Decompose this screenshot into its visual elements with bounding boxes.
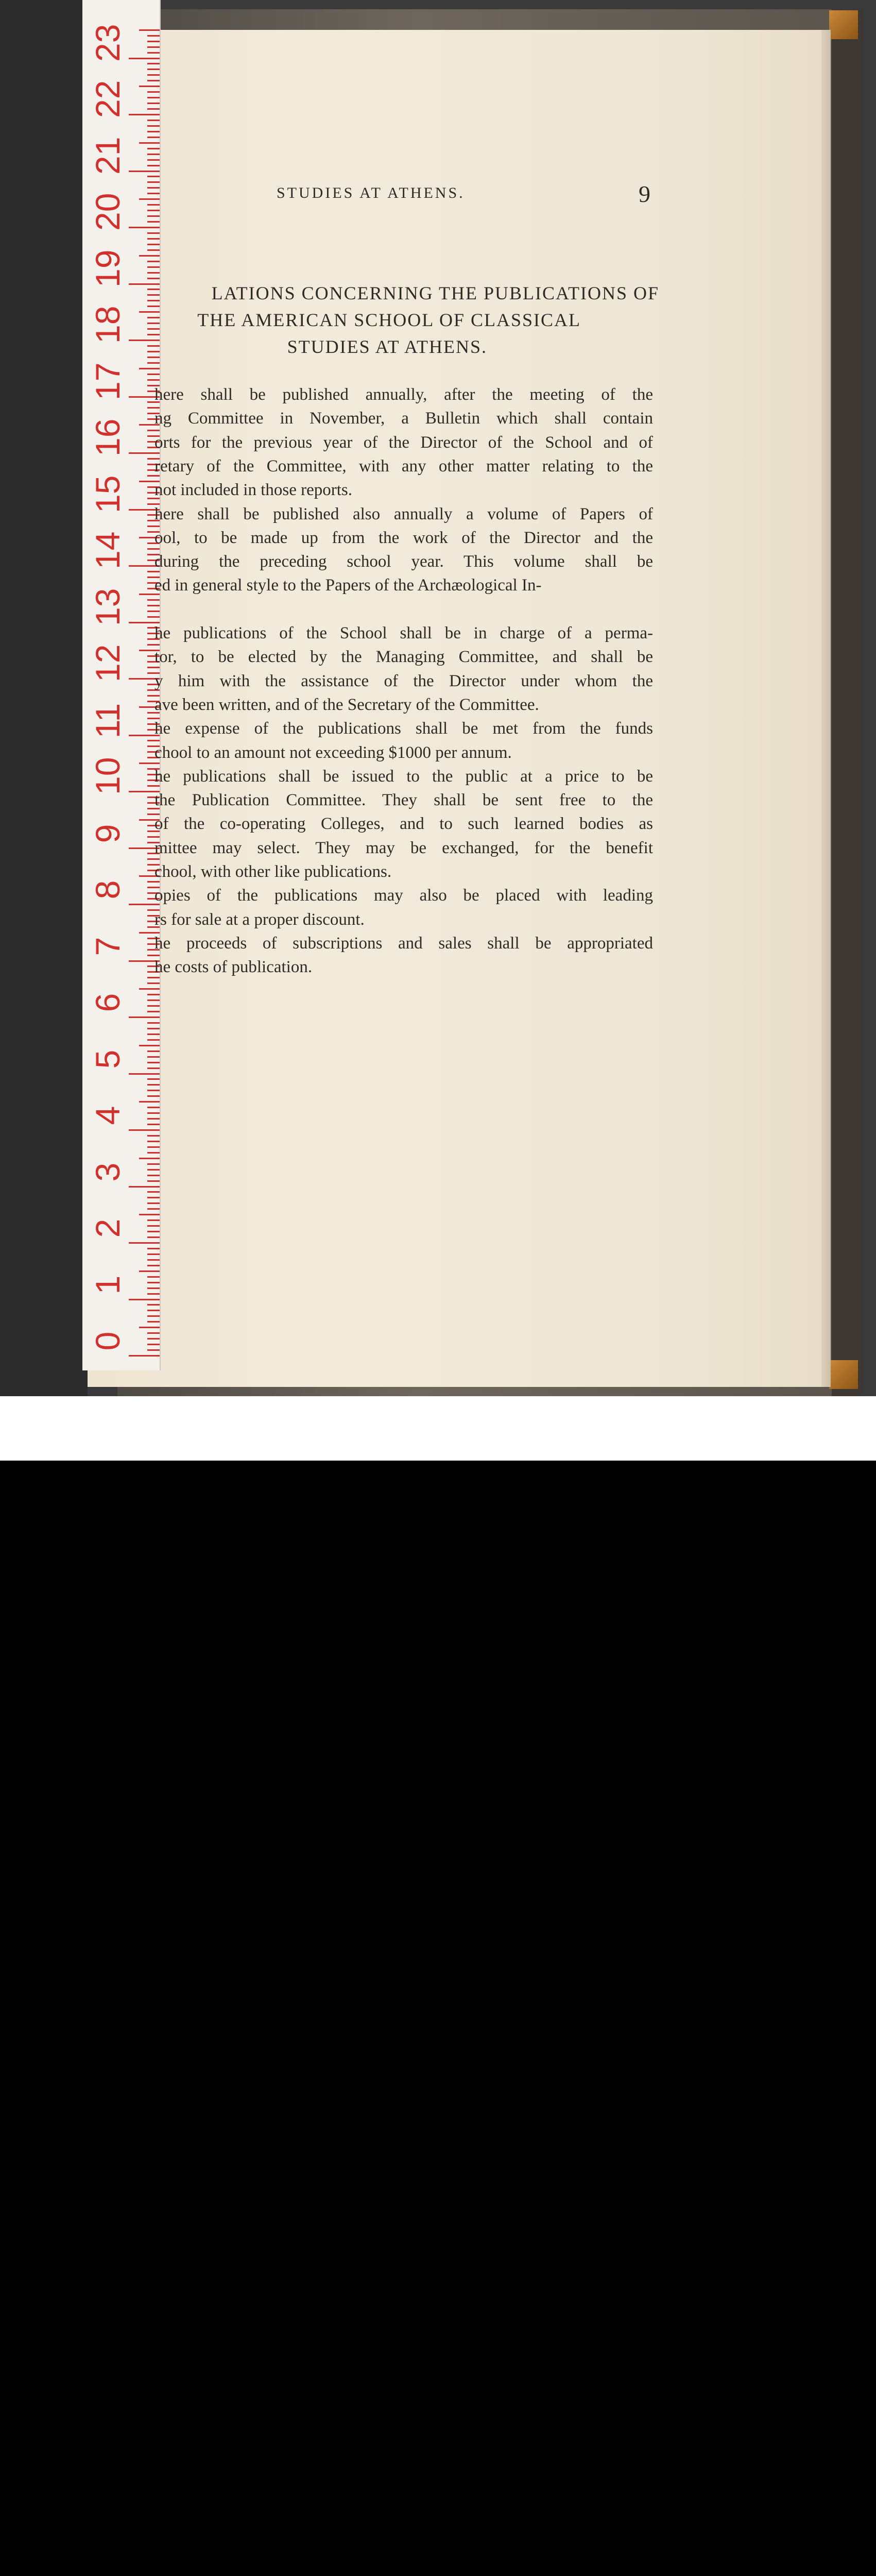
ruler-number: 16 bbox=[89, 418, 127, 456]
ruler-tick bbox=[147, 1304, 160, 1306]
ruler-tick bbox=[147, 334, 160, 335]
ruler-tick bbox=[147, 272, 160, 274]
ruler-tick bbox=[139, 142, 160, 144]
ruler-tick bbox=[147, 1152, 160, 1154]
ruler-tick bbox=[147, 204, 160, 206]
ruler-tick bbox=[147, 1090, 160, 1091]
ruler-tick bbox=[139, 368, 160, 369]
ruler-number: 17 bbox=[89, 362, 127, 400]
ruler-number: 3 bbox=[89, 1162, 127, 1181]
ruler-tick bbox=[147, 1315, 160, 1317]
ruler-tick bbox=[147, 120, 160, 121]
ruler-tick bbox=[147, 80, 160, 81]
ruler-tick bbox=[147, 407, 160, 409]
ruler-tick bbox=[147, 1011, 160, 1012]
ruler-tick bbox=[147, 977, 160, 978]
ruler-tick bbox=[147, 165, 160, 166]
title-line-2: THE AMERICAN SCHOOL OF CLASSICAL bbox=[197, 310, 581, 330]
body-line: ool, to be made up from the work of the Director and the bbox=[154, 528, 653, 547]
ruler-number: 22 bbox=[89, 80, 127, 118]
ruler-number: 9 bbox=[89, 824, 127, 843]
book-cover-edge bbox=[832, 9, 863, 1396]
ruler-tick bbox=[147, 63, 160, 64]
ruler-tick bbox=[147, 1022, 160, 1024]
ruler-tick bbox=[147, 374, 160, 375]
ruler-tick bbox=[147, 249, 160, 251]
ruler-tick bbox=[129, 622, 160, 623]
title-line-3: STUDIES AT ATHENS. bbox=[287, 336, 487, 357]
ruler-tick bbox=[129, 1073, 160, 1075]
ruler-tick bbox=[147, 982, 160, 984]
ruler-tick bbox=[147, 131, 160, 132]
ruler-tick bbox=[147, 261, 160, 262]
ruler-tick bbox=[147, 1095, 160, 1097]
ruler-tick bbox=[147, 999, 160, 1001]
ruler-tick bbox=[147, 1062, 160, 1063]
ruler-number: 21 bbox=[89, 137, 127, 175]
ruler-tick bbox=[147, 181, 160, 183]
body-line: of the co-operating Colleges, and to such learned bodies as bbox=[154, 815, 653, 834]
ruler-tick bbox=[147, 1005, 160, 1007]
ruler-tick bbox=[139, 988, 160, 990]
ruler-number: 5 bbox=[89, 1049, 127, 1069]
ruler-number: 19 bbox=[89, 249, 127, 287]
ruler-tick bbox=[147, 69, 160, 70]
ruler-tick bbox=[147, 718, 160, 719]
ruler-tick bbox=[147, 1107, 160, 1108]
ruler-tick bbox=[147, 1236, 160, 1238]
scan-background bbox=[0, 0, 88, 1396]
ruler-tick bbox=[147, 1084, 160, 1086]
ruler-tick bbox=[147, 1310, 160, 1311]
ruler-tick bbox=[147, 41, 160, 42]
ruler-tick bbox=[129, 452, 160, 454]
body-line: mittee may select. They may be exchanged, for the benefit bbox=[154, 838, 653, 857]
body-line: not included in those reports. bbox=[154, 481, 353, 500]
ruler-tick bbox=[147, 1146, 160, 1148]
ruler-tick bbox=[147, 108, 160, 110]
ruler-tick bbox=[147, 210, 160, 211]
ruler-tick bbox=[129, 1355, 160, 1357]
ruler-tick bbox=[129, 1016, 160, 1018]
ruler-tick bbox=[147, 1050, 160, 1052]
ruler-tick bbox=[147, 1276, 160, 1278]
ruler-tick bbox=[147, 52, 160, 54]
ruler-tick bbox=[147, 1259, 160, 1261]
ruler-tick bbox=[147, 955, 160, 956]
ruler-tick bbox=[147, 605, 160, 606]
body-line: the Publication Committee. They shall be sent free to the bbox=[154, 791, 653, 810]
ruler-tick bbox=[147, 1197, 160, 1198]
ruler-tick bbox=[147, 1191, 160, 1193]
ruler-tick bbox=[147, 1039, 160, 1041]
body-line: here shall be published also annually a volume of Papers of bbox=[154, 504, 653, 523]
ruler-number: 4 bbox=[89, 1106, 127, 1125]
ruler-tick bbox=[147, 858, 160, 860]
body-line: ed in general style to the Papers of the Archæological In- bbox=[154, 576, 542, 595]
body-line: he proceeds of subscriptions and sales shall be appropriated bbox=[154, 934, 653, 953]
body-line: ng Committee in November, a Bulletin which shall contain bbox=[154, 409, 653, 428]
ruler-tick bbox=[129, 1299, 160, 1300]
body-line: tor, to be elected by the Managing Committee, and shall be bbox=[154, 648, 653, 667]
ruler-tick bbox=[147, 1293, 160, 1295]
cover-corner-bottom bbox=[829, 1360, 858, 1389]
ruler-tick bbox=[147, 1231, 160, 1232]
ruler-tick bbox=[147, 221, 160, 223]
ruler-tick bbox=[139, 29, 160, 31]
ruler-tick bbox=[147, 148, 160, 149]
ruler-tick bbox=[139, 1158, 160, 1159]
ruler-tick bbox=[139, 255, 160, 257]
ruler-number: 20 bbox=[89, 193, 127, 231]
ruler-tick bbox=[147, 1124, 160, 1125]
ruler-tick bbox=[147, 193, 160, 194]
ruler-tick bbox=[147, 35, 160, 37]
ruler-tick bbox=[129, 227, 160, 228]
ruler-tick bbox=[147, 1169, 160, 1171]
ruler-tick bbox=[147, 1033, 160, 1035]
ruler-number: 6 bbox=[89, 993, 127, 1012]
ruler-tick bbox=[147, 1349, 160, 1351]
ruler-tick bbox=[139, 932, 160, 934]
ruler-tick bbox=[147, 125, 160, 127]
ruler-tick bbox=[147, 306, 160, 307]
ruler-tick bbox=[147, 1202, 160, 1204]
ruler-tick bbox=[147, 1287, 160, 1289]
ruler-tick bbox=[147, 430, 160, 431]
ruler-tick bbox=[147, 187, 160, 189]
ruler-tick bbox=[147, 238, 160, 240]
ruler-number: 2 bbox=[89, 1218, 127, 1238]
body-line: he costs of publication. bbox=[154, 958, 313, 977]
ruler-tick bbox=[147, 159, 160, 161]
ruler-tick bbox=[147, 667, 160, 668]
body-line: orts for the previous year of the Director of the School and of bbox=[154, 433, 653, 452]
ruler-tick bbox=[147, 244, 160, 245]
ruler-tick bbox=[147, 97, 160, 98]
ruler-number: 13 bbox=[89, 588, 127, 626]
ruler-tick bbox=[147, 1163, 160, 1165]
body-line: rs for sale at a proper discount. bbox=[154, 910, 365, 929]
ruler-number: 8 bbox=[89, 880, 127, 900]
body-line: he publications shall be issued to the public at a price to be bbox=[154, 767, 653, 786]
page-number: 9 bbox=[639, 181, 650, 207]
cover-corner-top bbox=[829, 10, 858, 39]
ruler-tick bbox=[147, 616, 160, 618]
ruler-number: 12 bbox=[89, 644, 127, 682]
ruler-tick bbox=[147, 266, 160, 268]
body-line: ave been written, and of the Secretary of the Committee. bbox=[154, 695, 539, 714]
ruler-tick bbox=[147, 836, 160, 838]
ruler-tick bbox=[147, 1248, 160, 1249]
ruler-tick bbox=[147, 137, 160, 138]
ruler-tick bbox=[129, 1129, 160, 1131]
ruler-tick bbox=[129, 114, 160, 115]
ruler-tick bbox=[147, 1219, 160, 1221]
ruler-tick bbox=[147, 1056, 160, 1058]
ruler-tick bbox=[147, 176, 160, 177]
ruler-tick bbox=[147, 1208, 160, 1210]
ruler-tick bbox=[147, 103, 160, 104]
ruler-tick bbox=[129, 171, 160, 172]
ruler-tick bbox=[147, 1321, 160, 1323]
measuring-ruler bbox=[82, 0, 161, 1370]
ruler-tick bbox=[129, 1242, 160, 1244]
ruler-tick bbox=[147, 1141, 160, 1142]
ruler-tick bbox=[147, 1282, 160, 1283]
ruler-tick bbox=[139, 1101, 160, 1103]
ruler-number: 15 bbox=[89, 475, 127, 513]
body-line: chool, with other like publications. bbox=[154, 862, 392, 881]
ruler-tick bbox=[147, 740, 160, 741]
ruler-tick bbox=[139, 1327, 160, 1328]
ruler-tick bbox=[147, 278, 160, 279]
ruler-tick bbox=[147, 611, 160, 612]
ruler-number: 0 bbox=[89, 1331, 127, 1351]
page-edge bbox=[821, 30, 831, 1387]
ruler-tick bbox=[139, 1214, 160, 1215]
body-line: he expense of the publications shall be met from the funds bbox=[154, 719, 653, 738]
ruler-tick bbox=[147, 1078, 160, 1080]
ruler-tick bbox=[147, 362, 160, 364]
ruler-tick bbox=[147, 1118, 160, 1120]
ruler-tick bbox=[147, 154, 160, 155]
ruler-tick bbox=[147, 379, 160, 381]
ruler-tick bbox=[147, 994, 160, 995]
body-line: he publications of the School shall be in charge of a perma- bbox=[154, 624, 653, 642]
ruler-tick bbox=[147, 644, 160, 646]
body-line: during the preceding school year. This volume shall be bbox=[154, 552, 653, 571]
ruler-number: 10 bbox=[89, 757, 127, 795]
ruler-tick bbox=[147, 1180, 160, 1182]
ruler-tick bbox=[147, 1175, 160, 1176]
body-line: opies of the publications may also be placed with leading bbox=[154, 886, 653, 905]
ruler-tick bbox=[139, 762, 160, 764]
body-line: chool to an amount not exceeding $1000 per annum. bbox=[154, 743, 512, 762]
ruler-tick bbox=[147, 1338, 160, 1340]
ruler-tick bbox=[147, 91, 160, 93]
ruler-tick bbox=[139, 1045, 160, 1046]
ruler-tick bbox=[147, 1112, 160, 1114]
ruler-tick bbox=[139, 198, 160, 200]
ruler-tick bbox=[147, 1265, 160, 1266]
ruler-number: 23 bbox=[89, 24, 127, 62]
body-line: y him with the assistance of the Director under whom the bbox=[154, 671, 653, 690]
ruler-tick bbox=[147, 599, 160, 601]
ruler-tick bbox=[147, 1344, 160, 1345]
ruler-tick bbox=[139, 1270, 160, 1272]
ruler-number: 14 bbox=[89, 531, 127, 569]
body-line: here shall be published annually, after the meeting of the bbox=[154, 385, 653, 404]
ruler-tick bbox=[129, 58, 160, 59]
ruler-number: 11 bbox=[89, 703, 127, 738]
ruler-number: 7 bbox=[89, 937, 127, 956]
ruler-number: 1 bbox=[89, 1275, 127, 1294]
ruler-tick bbox=[147, 1225, 160, 1227]
footer-bar bbox=[0, 1396, 876, 1461]
ruler-tick bbox=[147, 232, 160, 234]
ruler-tick bbox=[147, 548, 160, 550]
running-head: STUDIES AT ATHENS. bbox=[277, 184, 465, 201]
ruler-number: 18 bbox=[89, 306, 127, 344]
ruler-tick bbox=[147, 1135, 160, 1137]
ruler-tick bbox=[147, 1253, 160, 1255]
ruler-tick bbox=[147, 526, 160, 527]
ruler-tick bbox=[147, 46, 160, 48]
ruler-tick bbox=[147, 1332, 160, 1334]
body-line: retary of the Committee, with any other matter relating to the bbox=[154, 456, 653, 476]
ruler-tick bbox=[147, 74, 160, 76]
ruler-tick bbox=[139, 86, 160, 87]
ruler-tick bbox=[147, 1028, 160, 1029]
title-line-1: LATIONS CONCERNING THE PUBLICATIONS OF bbox=[211, 283, 659, 303]
ruler-tick bbox=[129, 1186, 160, 1188]
ruler-tick bbox=[147, 215, 160, 217]
ruler-tick bbox=[147, 1067, 160, 1069]
